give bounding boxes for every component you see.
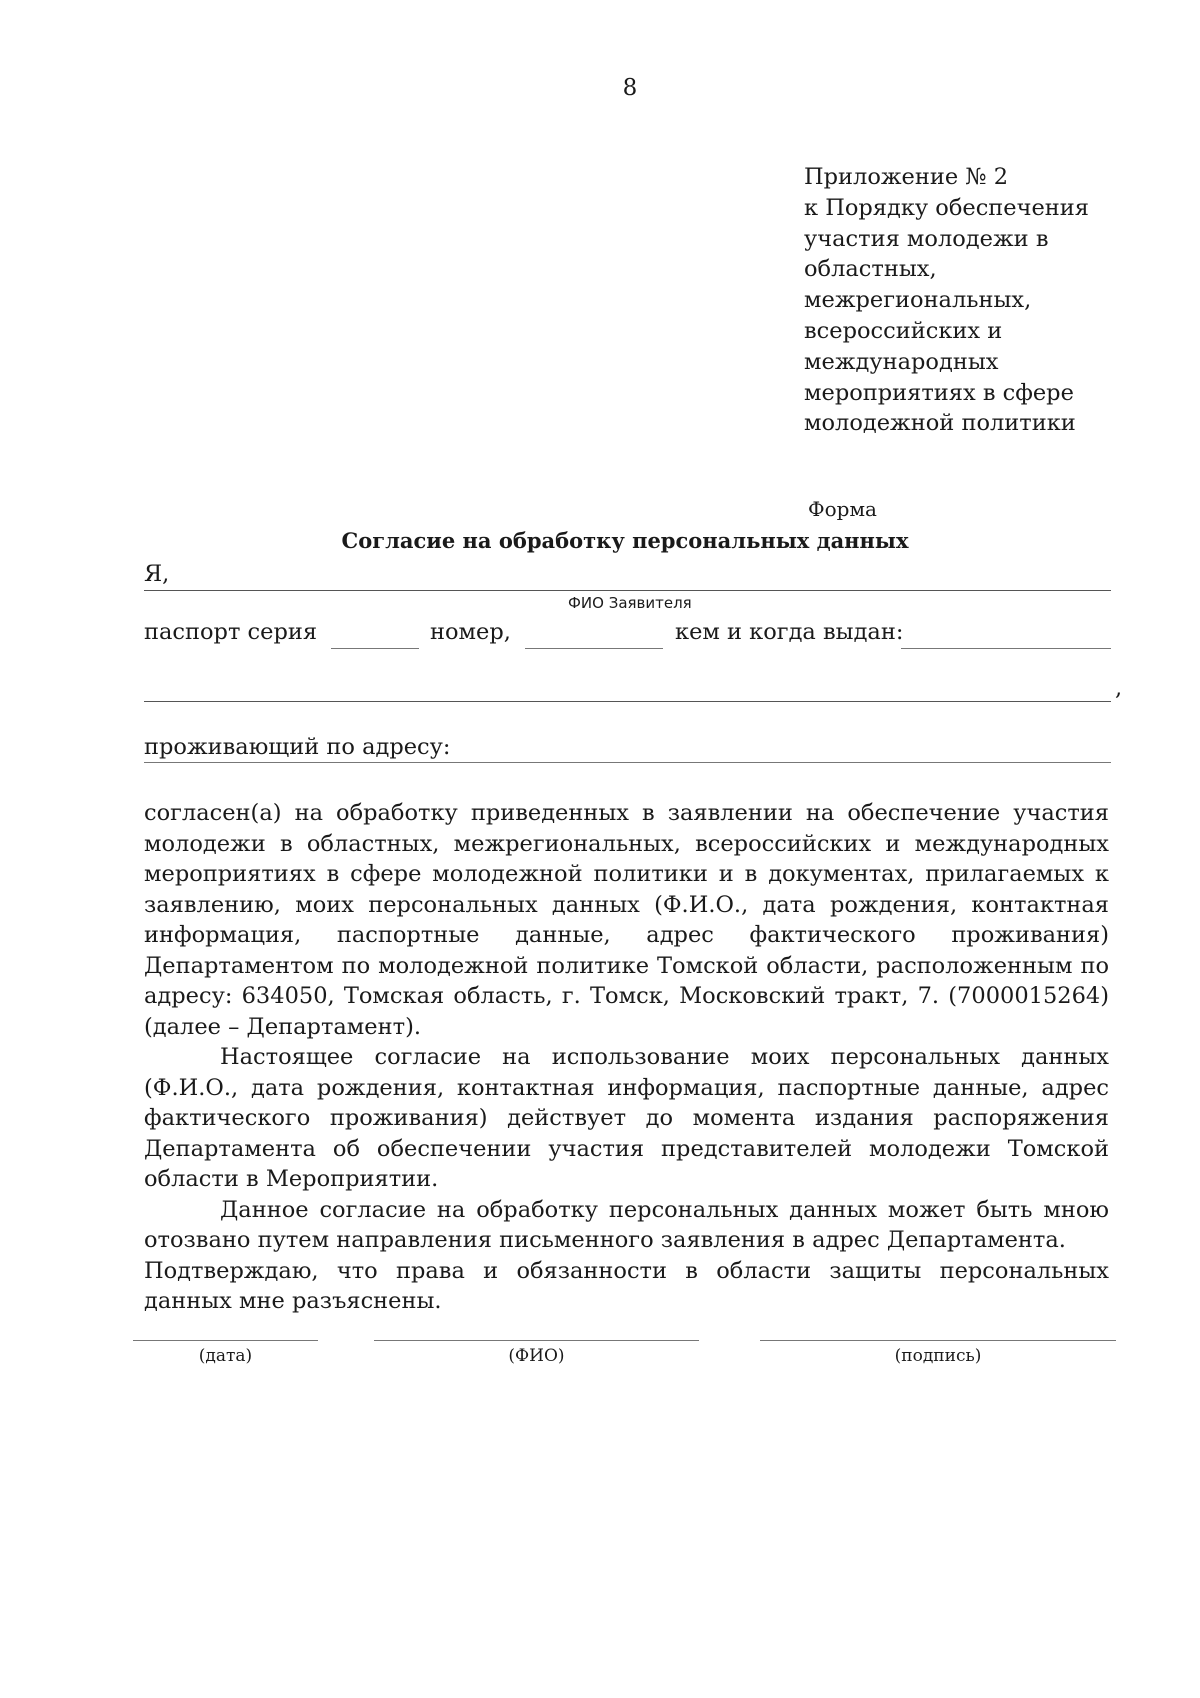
issued-by-field-line[interactable] (901, 648, 1111, 649)
address-label: проживающий по адресу: (144, 734, 451, 760)
consent-paragraph-4: Подтверждаю, что права и обязанности в области защиты персональных данных мне разъяснены. (144, 1257, 1109, 1314)
appendix-line: участия молодежи в (804, 225, 1049, 252)
appendix-line: Приложение № 2 (804, 164, 1009, 190)
fio-signature-line[interactable] (374, 1340, 699, 1341)
passport-number-label: номер, (430, 619, 511, 645)
appendix-line: межрегиональных, (804, 287, 1032, 314)
consent-paragraph-3: Данное согласие на обработку персональных данных может быть мною отозвано путем направления письменного заявления в адрес Департамента. (144, 1196, 1109, 1253)
document-title: Согласие на обработку персональных данных (341, 528, 909, 553)
fio-signature-caption: (ФИО) (508, 1346, 565, 1366)
date-signature-line[interactable] (133, 1340, 318, 1341)
passport-number-field-line[interactable] (525, 648, 663, 649)
page-number: 8 (622, 75, 638, 101)
appendix-header (804, 162, 1124, 439)
line-end-comma: , (1115, 675, 1123, 701)
consent-body (144, 798, 1109, 1317)
passport-series-label: паспорт серия (144, 619, 318, 645)
fio-caption: ФИО Заявителя (568, 594, 692, 612)
i-label: Я, (144, 561, 170, 587)
issued-continuation-field-line[interactable] (144, 701, 1111, 702)
appendix-line: областных, (804, 256, 937, 283)
signature-line[interactable] (760, 1340, 1116, 1341)
appendix-line: всероссийских и (804, 317, 1003, 344)
fio-field-line[interactable] (144, 590, 1111, 591)
appendix-line: международных (804, 348, 999, 375)
date-caption: (дата) (198, 1346, 253, 1366)
appendix-line: к Порядку обеспечения (804, 194, 1089, 221)
passport-series-field-line[interactable] (331, 648, 419, 649)
form-label: Форма (808, 497, 877, 521)
appendix-line: молодежной политики (804, 410, 1076, 437)
appendix-line: мероприятиях в сфере (804, 379, 1074, 406)
consent-paragraph-1: согласен(а) на обработку приведенных в заявлении на обеспечение участия молодежи в областных, межрегиональных, всероссийских и международных мероприятиях в сфере молодежной политики и в документах, прилагаемых к заявлению, моих персональных данных (Ф.И.О., дата рождения, контактная информация, паспортные данные, адрес фактического проживания) Департаментом по молодежной политике Томской области, расположенным по адресу: 634050, Томская область, г. Томск, Московский тракт, 7. (7000015264) (далее – Департамент). (144, 800, 1109, 1040)
signature-caption: (подпись) (894, 1346, 982, 1366)
issued-by-label: кем и когда выдан: (675, 619, 904, 645)
consent-paragraph-2: Настоящее согласие на использование моих персональных данных (Ф.И.О., дата рождения, контактная информация, паспортные данные, адрес фактического проживания) действует до момента издания распоряжения Департамента об обеспечении участия представителей молодежи Томской области в Мероприятии. (144, 1044, 1109, 1192)
address-field-line[interactable] (144, 762, 1111, 763)
